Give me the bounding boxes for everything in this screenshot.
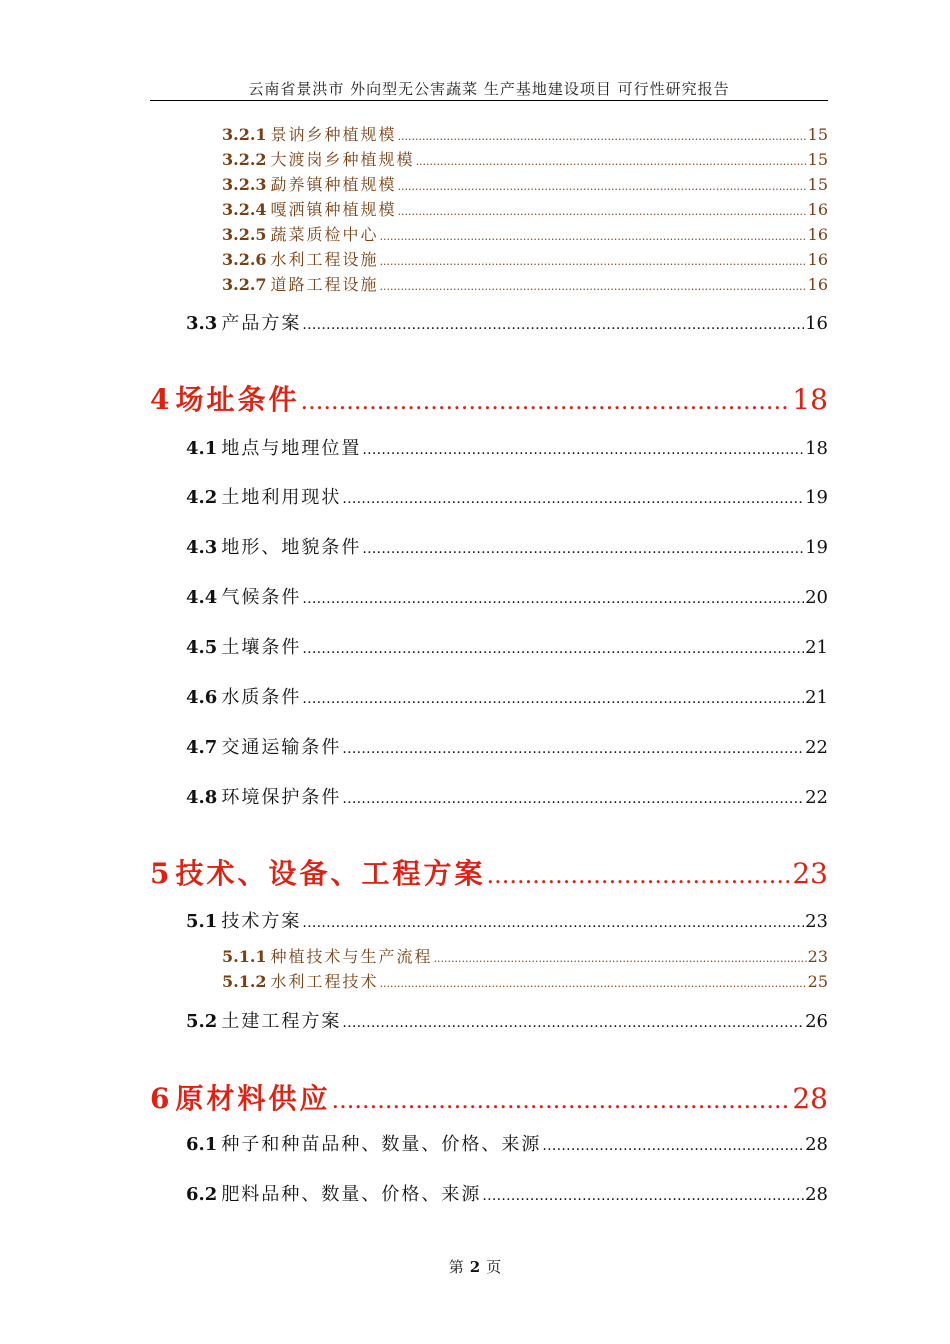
toc-entry[interactable]: [222, 969, 828, 992]
toc-entry[interactable]: [222, 122, 828, 145]
toc-entry-page: 21: [805, 637, 828, 658]
toc-entry[interactable]: [222, 944, 828, 967]
toc-entry-page: 15: [807, 175, 828, 194]
footer-prefix: 第: [448, 1258, 464, 1276]
toc-entry[interactable]: [222, 222, 828, 245]
footer-suffix: 页: [486, 1258, 502, 1276]
toc-entry-page: 28: [805, 1134, 828, 1155]
toc-entry-title: 气候条件: [221, 587, 302, 608]
toc-entry[interactable]: [186, 907, 828, 933]
toc-entry-title: 土地利用现状: [221, 487, 342, 508]
toc-entry[interactable]: [222, 247, 828, 270]
toc-entry-number: 3.2.2: [222, 150, 267, 169]
toc-entry-title: 肥料品种、数量、价格、来源: [221, 1184, 482, 1205]
toc-dot-leader: [342, 491, 804, 507]
toc-entry-page: 20: [805, 587, 828, 608]
toc-entry-title: 景讷乡种植规模: [270, 125, 397, 144]
toc-entry-page: 16: [805, 313, 828, 334]
toc-entry-page: 15: [807, 150, 828, 169]
toc-entry[interactable]: [186, 633, 828, 659]
toc-dot-leader: [434, 952, 807, 965]
toc-entry-number: 4.3: [186, 537, 218, 558]
toc-entry-page: 23: [805, 911, 828, 932]
toc-entry[interactable]: [150, 378, 828, 418]
toc-dot-leader: [302, 317, 804, 333]
toc-entry-number: 3.2.3: [222, 175, 267, 194]
toc-entry-number: 5.1: [186, 911, 218, 932]
toc-entry-number: 3.2.1: [222, 125, 267, 144]
toc-entry-page: 16: [807, 250, 828, 269]
toc-entry[interactable]: [186, 783, 828, 809]
toc-entry-title: 环境保护条件: [221, 787, 342, 808]
toc-dot-leader: [380, 255, 807, 268]
toc-entry-title: 土壤条件: [221, 637, 302, 658]
toc-entry-title: 水质条件: [221, 687, 302, 708]
toc-dot-leader: [416, 155, 807, 168]
toc-entry-title: 地点与地理位置: [221, 438, 362, 459]
toc-entry-number: 4.5: [186, 637, 218, 658]
toc-entry[interactable]: [222, 197, 828, 220]
toc-entry[interactable]: [186, 733, 828, 759]
toc-dot-leader: [380, 230, 807, 243]
toc-entry-number: 4.2: [186, 487, 218, 508]
toc-dot-leader: [302, 591, 804, 607]
toc-dot-leader: [342, 1015, 804, 1031]
toc-entry-number: 4.6: [186, 687, 218, 708]
toc-entry[interactable]: [186, 483, 828, 509]
toc-entry-title: 嘎洒镇种植规模: [270, 200, 397, 219]
toc-entry[interactable]: [186, 434, 828, 460]
toc-entry-page: 22: [805, 737, 828, 758]
toc-entry-page: 25: [807, 972, 828, 991]
toc-entry-page: 23: [807, 947, 828, 966]
toc-entry-title: 水利工程技术: [270, 972, 379, 991]
toc-entry[interactable]: [222, 147, 828, 170]
toc-dot-leader: [398, 130, 807, 143]
toc-entry-page: 19: [805, 537, 828, 558]
toc-entry-number: 5: [150, 857, 170, 890]
toc-entry-title: 种子和种苗品种、数量、价格、来源: [221, 1134, 542, 1155]
toc-entry-page: 16: [807, 200, 828, 219]
toc-entry-page: 19: [805, 487, 828, 508]
toc-entry-page: 22: [805, 787, 828, 808]
toc-entry-title: 水利工程设施: [270, 250, 379, 269]
toc-entry[interactable]: [186, 1007, 828, 1033]
toc-entry-number: 6.2: [186, 1184, 218, 1205]
toc-entry[interactable]: [222, 172, 828, 195]
footer-page-number: 2: [469, 1258, 481, 1276]
toc-entry-page: 16: [807, 225, 828, 244]
toc-dot-leader: [342, 741, 804, 757]
toc-entry-title: 技术、设备、工程方案: [175, 857, 486, 890]
toc-dot-leader: [362, 442, 804, 458]
toc-entry-number: 5.2: [186, 1011, 218, 1032]
toc-entry-number: 4.4: [186, 587, 218, 608]
toc-entry[interactable]: [186, 533, 828, 559]
toc-entry-number: 4: [150, 383, 170, 416]
toc-entry-title: 大渡岗乡种植规模: [270, 150, 415, 169]
toc-entry-title: 交通运输条件: [221, 737, 342, 758]
page-footer: [0, 1256, 950, 1277]
toc-dot-leader: [302, 691, 804, 707]
toc-entry-title: 原材料供应: [175, 1082, 331, 1115]
toc-entry[interactable]: [222, 272, 828, 295]
toc-entry-page: 26: [805, 1011, 828, 1032]
toc-entry-number: 4.7: [186, 737, 218, 758]
toc-dot-leader: [482, 1188, 804, 1204]
toc-entry-number: 3.2.6: [222, 250, 267, 269]
toc-entry-title: 道路工程设施: [270, 275, 379, 294]
toc-entry-number: 4.1: [186, 438, 218, 459]
toc-entry-page: 21: [805, 687, 828, 708]
toc-entry[interactable]: [150, 1077, 828, 1117]
toc-dot-leader: [398, 205, 807, 218]
toc-entry-page: 15: [807, 125, 828, 144]
toc-entry-title: 蔬菜质检中心: [270, 225, 379, 244]
toc-entry-number: 5.1.1: [222, 947, 267, 966]
toc-entry-page: 16: [807, 275, 828, 294]
toc-entry-number: 6: [150, 1082, 170, 1115]
toc-entry-title: 技术方案: [221, 911, 302, 932]
toc-dot-leader: [380, 280, 807, 293]
toc-dot-leader: [380, 977, 807, 990]
toc-dot-leader: [332, 1086, 792, 1114]
toc-entry-page: 18: [805, 438, 828, 459]
toc-entry-title: 产品方案: [221, 313, 302, 334]
toc-entry-title: 地形、地貌条件: [221, 537, 362, 558]
toc-dot-leader: [398, 180, 807, 193]
toc-entry-number: 3.3: [186, 313, 218, 334]
running-header: 云南省景洪市 外向型无公害蔬菜 生产基地建设项目 可行性研究报告: [248, 80, 730, 98]
toc-entry-number: 3.2.4: [222, 200, 267, 219]
toc-dot-leader: [342, 791, 804, 807]
toc-dot-leader: [487, 861, 792, 889]
toc-entry[interactable]: [186, 1130, 828, 1156]
toc-entry-number: 4.8: [186, 787, 218, 808]
toc-entry[interactable]: [150, 852, 828, 892]
toc-entry-page: 28: [792, 1082, 828, 1115]
toc-entry-title: 勐养镇种植规模: [270, 175, 397, 194]
toc-entry[interactable]: [186, 309, 828, 335]
toc-dot-leader: [302, 915, 804, 931]
toc-entry-title: 种植技术与生产流程: [270, 947, 433, 966]
toc-entry[interactable]: [186, 583, 828, 609]
toc-entry-page: 18: [792, 383, 828, 416]
toc-entry-number: 3.2.7: [222, 275, 267, 294]
toc-entry[interactable]: [186, 683, 828, 709]
toc-entry-number: 3.2.5: [222, 225, 267, 244]
toc-entry-number: 6.1: [186, 1134, 218, 1155]
toc-entry-title: 土建工程方案: [221, 1011, 342, 1032]
toc-entry-page: 23: [792, 857, 828, 890]
toc-entry-page: 28: [805, 1184, 828, 1205]
toc-entry[interactable]: [186, 1180, 828, 1206]
toc-dot-leader: [542, 1138, 804, 1154]
toc-dot-leader: [302, 641, 804, 657]
toc-entry-title: 场址条件: [175, 383, 300, 416]
toc-dot-leader: [301, 387, 792, 415]
toc-dot-leader: [362, 541, 804, 557]
toc-entry-number: 5.1.2: [222, 972, 267, 991]
